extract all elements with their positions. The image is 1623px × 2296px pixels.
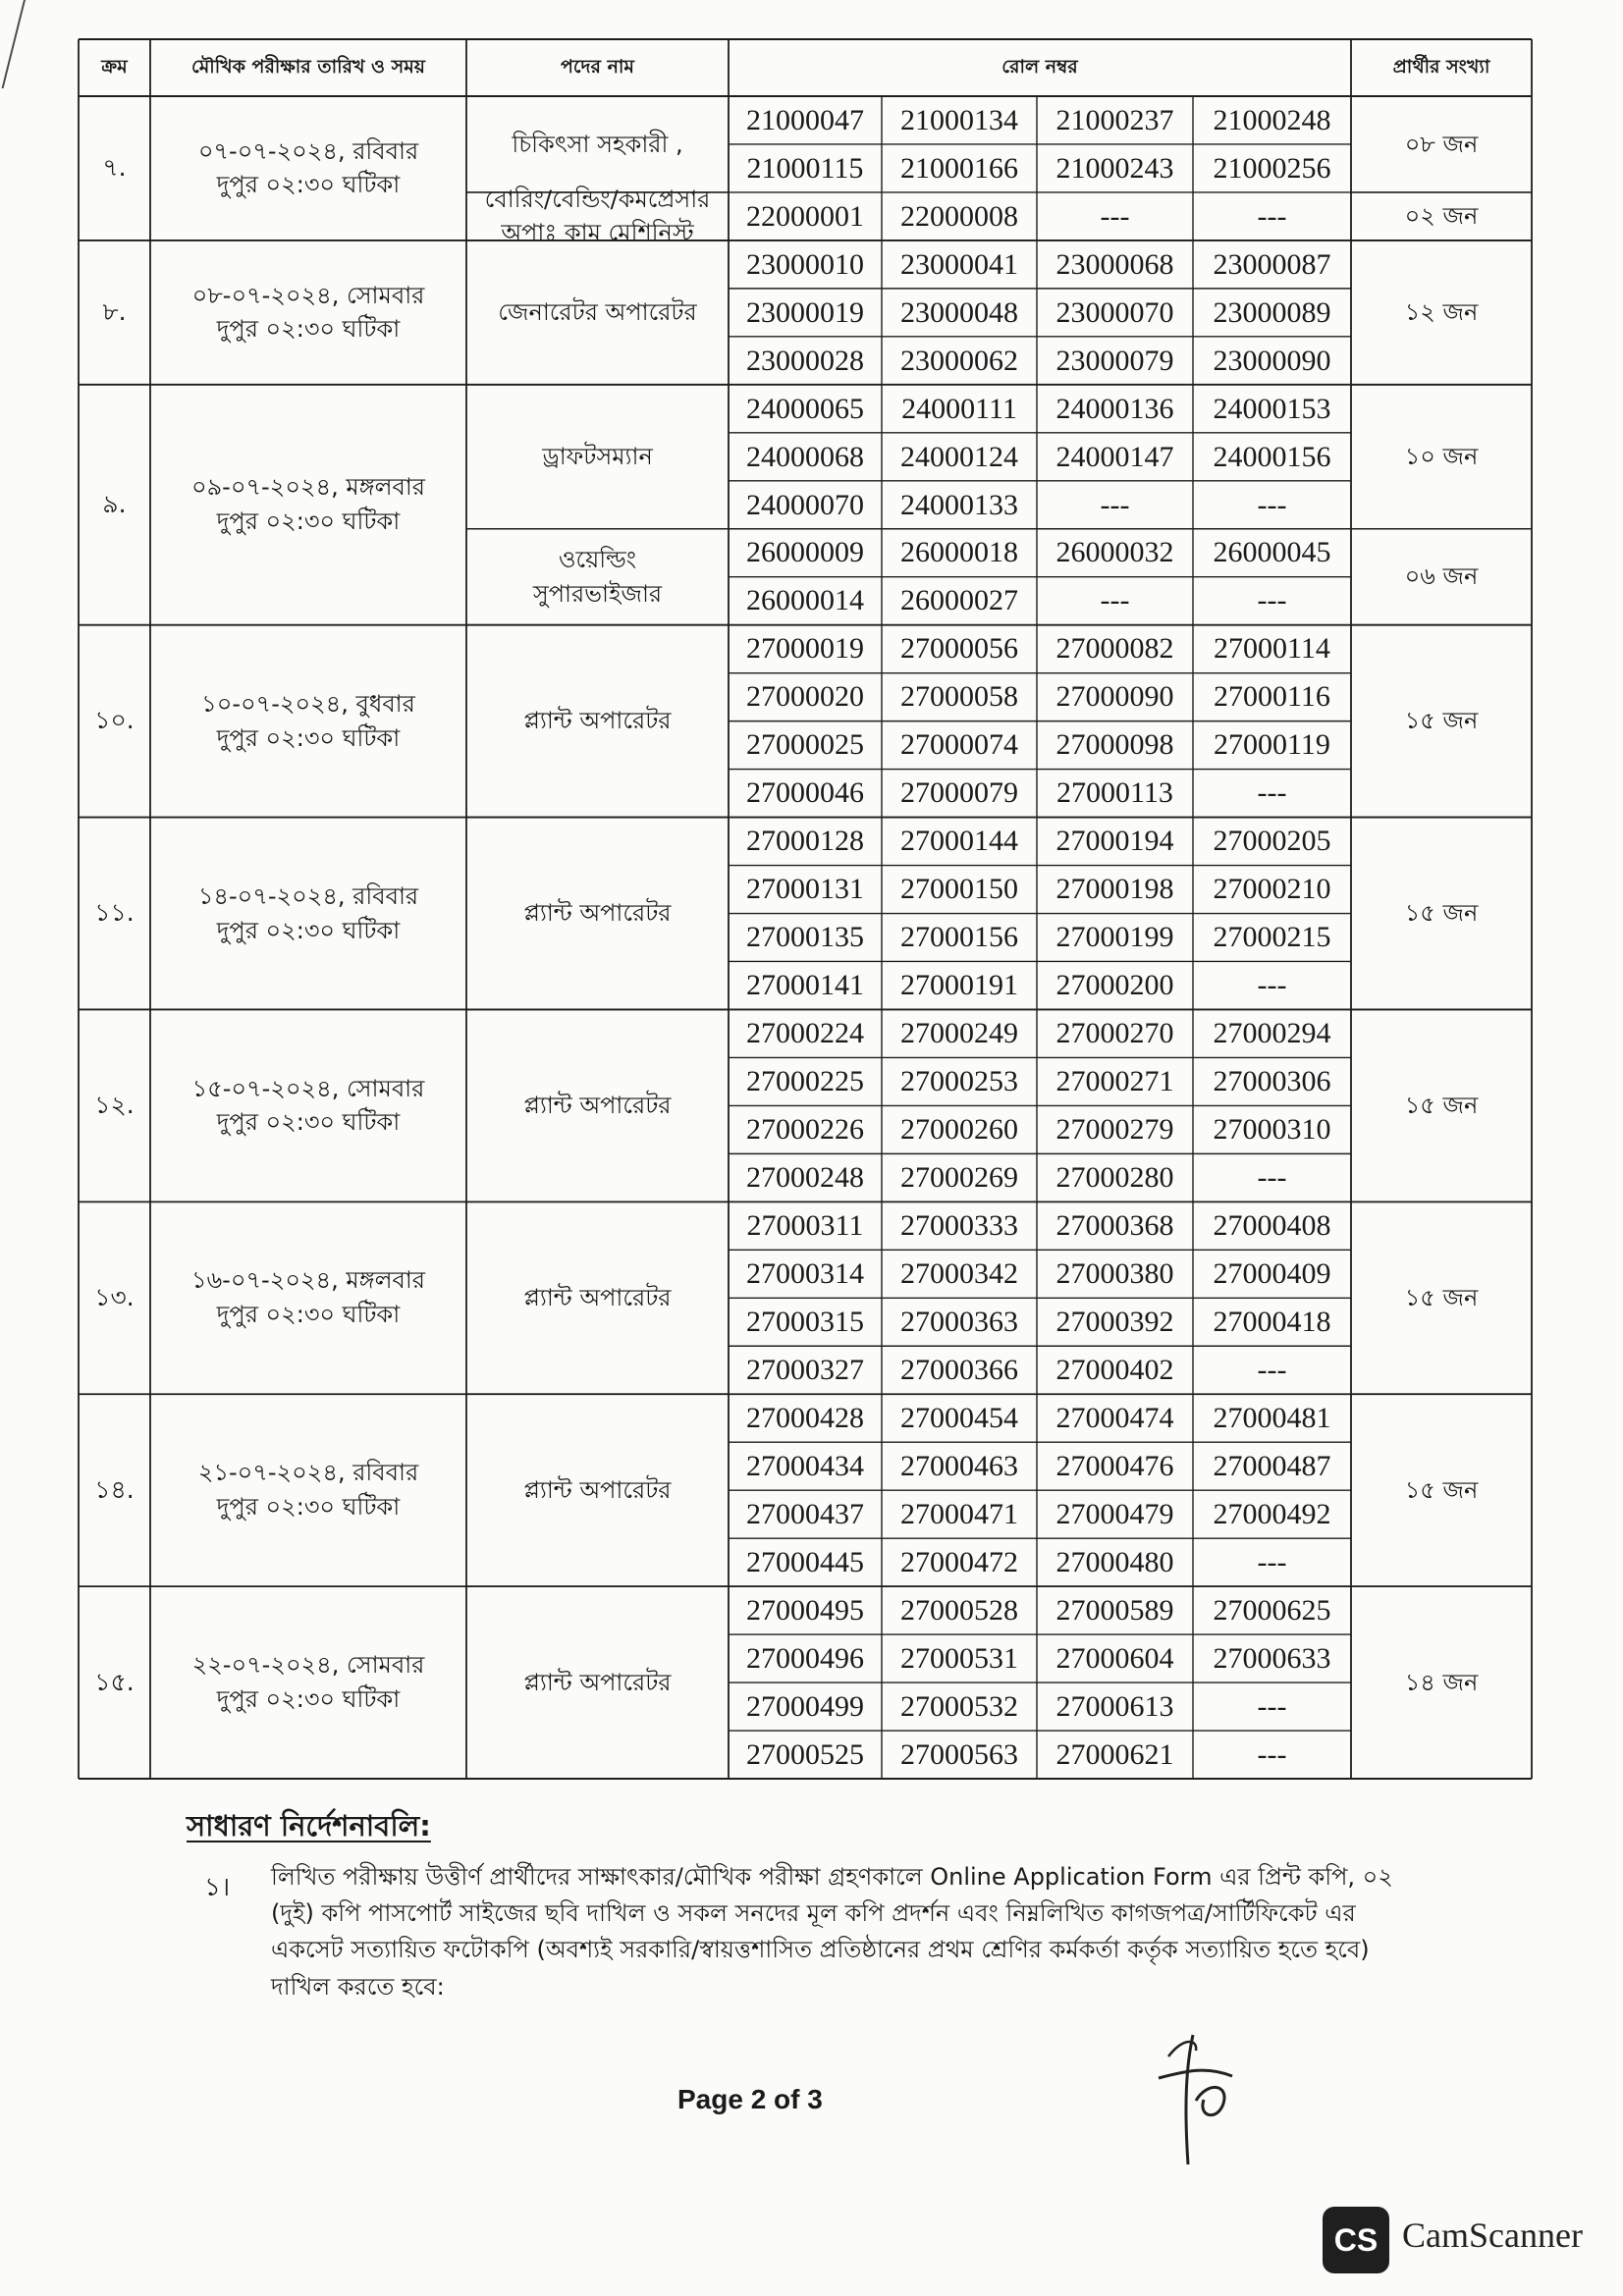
roll-number-cell: 27000471	[900, 1497, 1018, 1530]
roll-number-cell: 27000625	[1213, 1593, 1331, 1627]
roll-number-cell: 21000115	[746, 151, 864, 185]
roll-number-cell: 27000495	[746, 1593, 864, 1627]
roll-number-cell: 27000019	[746, 632, 864, 666]
roll-number-cell: 22000001	[746, 199, 864, 233]
roll-number-cell: 27000116	[1214, 680, 1330, 714]
roll-number-cell: 27000532	[900, 1689, 1018, 1723]
serial-number: ৮.	[102, 297, 127, 327]
roll-number-cell: 22000008	[900, 199, 1018, 233]
viva-date-time: ২১-০৭-২০২৪, রবিবার দুপুর ০২:৩০ ঘটিকা	[197, 1459, 419, 1522]
roll-number-cell: 27000589	[1055, 1593, 1174, 1627]
roll-number-cell: 27000156	[900, 921, 1018, 954]
serial-number: ১৩.	[94, 1283, 135, 1312]
post-name: প্ল্যান্ট অপারেটর	[523, 1668, 672, 1696]
roll-number-cell: 27000279	[1055, 1113, 1174, 1147]
roll-number-cell: 27000074	[900, 728, 1018, 762]
roll-number-cell: ---	[1257, 776, 1287, 810]
roll-number-cell: 27000020	[746, 680, 864, 714]
roll-number-cell: 27000079	[900, 776, 1018, 810]
roll-number-cell: 27000113	[1056, 776, 1173, 810]
roll-number-cell: 27000563	[900, 1737, 1018, 1771]
page-number: Page 2 of 3	[677, 2084, 823, 2114]
roll-number-cell: 27000481	[1213, 1401, 1331, 1434]
roll-number-cell: 27000200	[1055, 969, 1174, 1002]
candidate-count: ১৫ জন	[1404, 1283, 1479, 1311]
roll-number-cell: 26000018	[900, 536, 1018, 569]
post-name: প্ল্যান্ট অপারেটর	[523, 899, 672, 928]
header-date-time: মৌখিক পরীক্ষার তারিখ ও সময়	[191, 56, 425, 79]
roll-number-cell: 27000280	[1055, 1161, 1174, 1195]
roll-number-cell: 27000135	[746, 921, 864, 954]
post-name: প্ল্যান্ট অপারেটর	[523, 707, 672, 735]
roll-number-cell: 27000141	[746, 969, 864, 1002]
roll-number-cell: 27000224	[746, 1017, 864, 1050]
roll-number-cell: ---	[1100, 488, 1130, 521]
roll-number-cell: 23000010	[746, 247, 864, 281]
roll-number-cell: 24000147	[1055, 440, 1174, 473]
post-name: ড্রাফটসম্যান	[542, 442, 653, 470]
candidate-count: ১৫ জন	[1404, 1091, 1479, 1119]
roll-number-cell: ---	[1257, 1353, 1287, 1386]
roll-number-cell: 23000079	[1055, 344, 1174, 377]
roll-number-cell: 27000366	[900, 1353, 1018, 1386]
roll-number-cell: 27000260	[900, 1113, 1018, 1147]
header-candidate-count: প্রার্থীর সংখ্যা	[1392, 56, 1490, 79]
post-name: জেনারেটর অপারেটর	[498, 297, 697, 326]
roll-number-cell: 27000428	[746, 1401, 864, 1434]
roll-number-cell: 27000248	[746, 1161, 864, 1195]
roll-number-cell: 23000041	[900, 247, 1018, 281]
roll-number-cell: 27000114	[1214, 632, 1330, 666]
roll-number-cell: 27000294	[1213, 1017, 1331, 1050]
roll-number-cell: 24000133	[900, 488, 1018, 521]
roll-number-cell: 24000068	[746, 440, 864, 473]
roll-number-cell: 27000368	[1055, 1209, 1174, 1243]
candidate-count: ০৮ জন	[1404, 130, 1479, 158]
roll-number-cell: 24000070	[746, 488, 864, 521]
roll-number-cell: 27000025	[746, 728, 864, 762]
serial-number: ১২.	[94, 1091, 135, 1120]
candidate-count: ১৫ জন	[1404, 899, 1479, 928]
roll-number-cell: 21000166	[900, 151, 1018, 185]
roll-number-cell: 21000047	[746, 103, 864, 136]
roll-number-cell: 21000134	[900, 103, 1018, 136]
candidate-count: ১০ জন	[1404, 442, 1479, 470]
roll-number-cell: ---	[1100, 584, 1130, 617]
roll-number-cell: 27000205	[1213, 825, 1331, 858]
roll-number-cell: 23000087	[1213, 247, 1331, 281]
roll-number-cell: 26000032	[1055, 536, 1174, 569]
roll-number-cell: 27000342	[900, 1257, 1018, 1291]
roll-number-cell: 27000226	[746, 1113, 864, 1147]
roll-number-cell: 27000454	[900, 1401, 1018, 1434]
roll-number-cell: ---	[1257, 1161, 1287, 1195]
roll-number-cell: 27000270	[1055, 1017, 1174, 1050]
roll-number-cell: 24000124	[900, 440, 1018, 473]
viva-date-time: ০৮-০৭-২০২৪, সোমবার দুপুর ০২:৩০ ঘটিকা	[191, 281, 425, 344]
roll-number-cell: 27000402	[1055, 1353, 1174, 1386]
serial-number: ১৫.	[94, 1667, 135, 1696]
roll-number-cell: 27000363	[900, 1306, 1018, 1339]
roll-number-cell: 27000476	[1055, 1449, 1174, 1482]
viva-date-time: ১৫-০৭-২০২৪, সোমবার দুপুর ০২:৩০ ঘটিকা	[191, 1074, 425, 1137]
header-roll-number: রোল নম্বর	[1001, 56, 1078, 79]
roll-number-cell: ---	[1257, 1737, 1287, 1771]
instruction-number: ১।	[204, 1873, 231, 1902]
roll-number-cell: ---	[1257, 969, 1287, 1002]
roll-number-cell: 27000445	[746, 1545, 864, 1578]
post-name: ওয়েল্ডিং সুপারভাইজার	[532, 545, 663, 608]
roll-number-cell: 26000045	[1213, 536, 1331, 569]
roll-number-cell: 27000191	[900, 969, 1018, 1002]
roll-number-cell: 27000499	[746, 1689, 864, 1723]
serial-number: ১১.	[94, 898, 135, 928]
roll-number-cell: 27000198	[1055, 873, 1174, 906]
serial-number: ৯.	[102, 490, 127, 519]
serial-number: ৭.	[102, 153, 127, 183]
roll-number-cell: ---	[1257, 1689, 1287, 1723]
roll-number-cell: 27000128	[746, 825, 864, 858]
roll-number-cell: 27000479	[1055, 1497, 1174, 1530]
roll-number-cell: 21000256	[1213, 151, 1331, 185]
post-name: প্ল্যান্ট অপারেটর	[523, 1475, 672, 1504]
roll-number-cell: 27000098	[1055, 728, 1174, 762]
roll-number-cell: 27000437	[746, 1497, 864, 1530]
roll-number-cell: 24000065	[746, 392, 864, 425]
post-name: বোরিং/বেন্ডিং/কমপ্রেসার অপাঃ কাম মেশিনিস্ট	[484, 185, 711, 247]
header-post-name: পদের নাম	[561, 56, 634, 79]
roll-number-cell: 27000314	[746, 1257, 864, 1291]
roll-number-cell: 27000474	[1055, 1401, 1174, 1434]
roll-number-cell: 27000472	[900, 1545, 1018, 1578]
viva-date-time: ২২-০৭-২০২৪, সোমবার দুপুর ০২:৩০ ঘটিকা	[191, 1651, 425, 1714]
candidate-count: ১৪ জন	[1404, 1668, 1479, 1696]
roll-number-cell: 27000487	[1213, 1449, 1331, 1482]
post-name: চিকিৎসা সহকারী ,	[512, 130, 683, 158]
roll-number-cell: 24000153	[1213, 392, 1331, 425]
roll-number-cell: 23000048	[900, 295, 1018, 329]
instruction-text: লিখিত পরীক্ষায় উত্তীর্ণ প্রার্থীদের সাক্ষাৎকার/মৌখিক পরীক্ষা গ্রহণকালে Online Application Form এর প্রিন্ট কপি, ০২ (দুই) কপি পাসপোর্ট সাইজের ছবি দাখিল ও সকল সনদের মূল কপি প্রদর্শন এবং নিম্নলিখিত কাগজপত্র/সার্টিফিকেট এর একসেট সত্যায়িত ফটোকপি (অবশ্যই সরকারি/স্বায়ত্তশাসিত প্রতিষ্ঠানের প্রথম শ্রেণির কর্মকর্তা কর্তৃক সত্যায়িত হতে হবে) দাখিল করতে হবে:	[271, 1863, 1393, 2001]
roll-number-cell: 24000156	[1213, 440, 1331, 473]
roll-number-cell: 27000150	[900, 873, 1018, 906]
roll-number-cell: 23000028	[746, 344, 864, 377]
roll-number-cell: 27000199	[1055, 921, 1174, 954]
roll-number-cell: 27000327	[746, 1353, 864, 1386]
roll-number-cell: 27000408	[1213, 1209, 1331, 1243]
roll-number-cell: 27000090	[1055, 680, 1174, 714]
roll-number-cell: 26000009	[746, 536, 864, 569]
roll-number-cell: 23000089	[1213, 295, 1331, 329]
header-serial: ক্রম	[101, 56, 128, 79]
roll-number-cell: 27000306	[1213, 1065, 1331, 1098]
roll-number-cell: ---	[1257, 1545, 1287, 1578]
roll-number-cell: 27000058	[900, 680, 1018, 714]
roll-number-cell: 27000310	[1213, 1113, 1331, 1147]
roll-number-cell: 23000019	[746, 295, 864, 329]
roll-number-cell: 27000621	[1055, 1737, 1174, 1771]
roll-number-cell: 27000333	[900, 1209, 1018, 1243]
roll-number-cell: 27000480	[1055, 1545, 1174, 1578]
roll-number-cell: 21000243	[1055, 151, 1174, 185]
roll-number-cell: 27000496	[746, 1641, 864, 1675]
roll-number-cell: 27000046	[746, 776, 864, 810]
serial-number: ১০.	[94, 706, 135, 735]
roll-number-cell: 27000463	[900, 1449, 1018, 1482]
roll-number-cell: 27000613	[1055, 1689, 1174, 1723]
candidate-count: ১২ জন	[1404, 297, 1479, 326]
roll-number-cell: 24000136	[1055, 392, 1174, 425]
roll-number-cell: 27000434	[746, 1449, 864, 1482]
roll-number-cell: 21000248	[1213, 103, 1331, 136]
roll-number-cell: 21000237	[1055, 103, 1174, 136]
post-name: প্ল্যান্ট অপারেটর	[523, 1283, 672, 1311]
roll-number-cell: 27000131	[746, 873, 864, 906]
post-name: প্ল্যান্ট অপারেটর	[523, 1091, 672, 1119]
candidate-count: ১৫ জন	[1404, 1475, 1479, 1504]
roll-number-cell: 27000604	[1055, 1641, 1174, 1675]
viva-date-time: ১৪-০৭-২০২৪, রবিবার দুপুর ০২:৩০ ঘটিকা	[197, 881, 419, 944]
roll-number-cell: 27000082	[1055, 632, 1174, 666]
roll-number-cell: 27000210	[1213, 873, 1331, 906]
roll-number-cell: 27000311	[746, 1209, 864, 1243]
roll-number-cell: 23000062	[900, 344, 1018, 377]
camscanner-watermark: CamScanner	[1402, 2216, 1583, 2255]
roll-number-cell: 27000119	[1214, 728, 1330, 762]
roll-number-cell: 27000271	[1055, 1065, 1174, 1098]
roll-number-cell: 23000090	[1213, 344, 1331, 377]
roll-number-cell: 27000215	[1213, 921, 1331, 954]
roll-number-cell: 23000070	[1055, 295, 1174, 329]
candidate-count: ০৬ জন	[1404, 562, 1479, 591]
roll-number-cell: 27000249	[900, 1017, 1018, 1050]
viva-date-time: ০৭-০৭-২০২৪, রবিবার দুপুর ০২:৩০ ঘটিকা	[197, 136, 419, 199]
roll-number-cell: ---	[1257, 199, 1287, 233]
roll-number-cell: 27000525	[746, 1737, 864, 1771]
roll-number-cell: 27000492	[1213, 1497, 1331, 1530]
roll-number-cell: ---	[1257, 488, 1287, 521]
roll-number-cell: 27000392	[1055, 1306, 1174, 1339]
roll-number-cell: 27000380	[1055, 1257, 1174, 1291]
roll-number-cell: 27000418	[1213, 1306, 1331, 1339]
viva-date-time: ০৯-০৭-২০২৪, মঙ্গলবার দুপুর ০২:৩০ ঘটিকা	[191, 473, 425, 536]
roll-number-cell: 27000144	[900, 825, 1018, 858]
roll-number-cell: 27000315	[746, 1306, 864, 1339]
roll-number-cell: 27000633	[1213, 1641, 1331, 1675]
candidate-count: ০২ জন	[1404, 202, 1479, 231]
roll-number-cell: 26000014	[746, 584, 864, 617]
roll-number-cell: 27000056	[900, 632, 1018, 666]
roll-number-cell: 27000225	[746, 1065, 864, 1098]
camscanner-logo-icon: CS	[1323, 2207, 1389, 2273]
instructions-title: সাধারণ নির্দেশনাবলি:	[187, 1809, 431, 1842]
viva-date-time: ১৬-০৭-২০২৪, মঙ্গলবার দুপুর ০২:৩০ ঘটিকা	[191, 1266, 425, 1329]
roll-number-cell: 27000269	[900, 1161, 1018, 1195]
roll-number-cell: 24000111	[901, 392, 1017, 425]
viva-date-time: ১০-০৭-২০২৪, বুধবার দুপুর ০২:৩০ ঘটিকা	[201, 689, 415, 752]
roll-number-cell: 23000068	[1055, 247, 1174, 281]
roll-number-cell: ---	[1100, 199, 1130, 233]
roll-number-cell: ---	[1257, 584, 1287, 617]
roll-number-cell: 27000528	[900, 1593, 1018, 1627]
candidate-count: ১৫ জন	[1404, 707, 1479, 735]
roll-number-cell: 27000194	[1055, 825, 1174, 858]
serial-number: ১৪.	[94, 1475, 135, 1505]
roll-number-cell: 26000027	[900, 584, 1018, 617]
signature-image	[1139, 2027, 1247, 2169]
roll-number-cell: 27000253	[900, 1065, 1018, 1098]
roll-number-cell: 27000531	[900, 1641, 1018, 1675]
roll-number-cell: 27000409	[1213, 1257, 1331, 1291]
